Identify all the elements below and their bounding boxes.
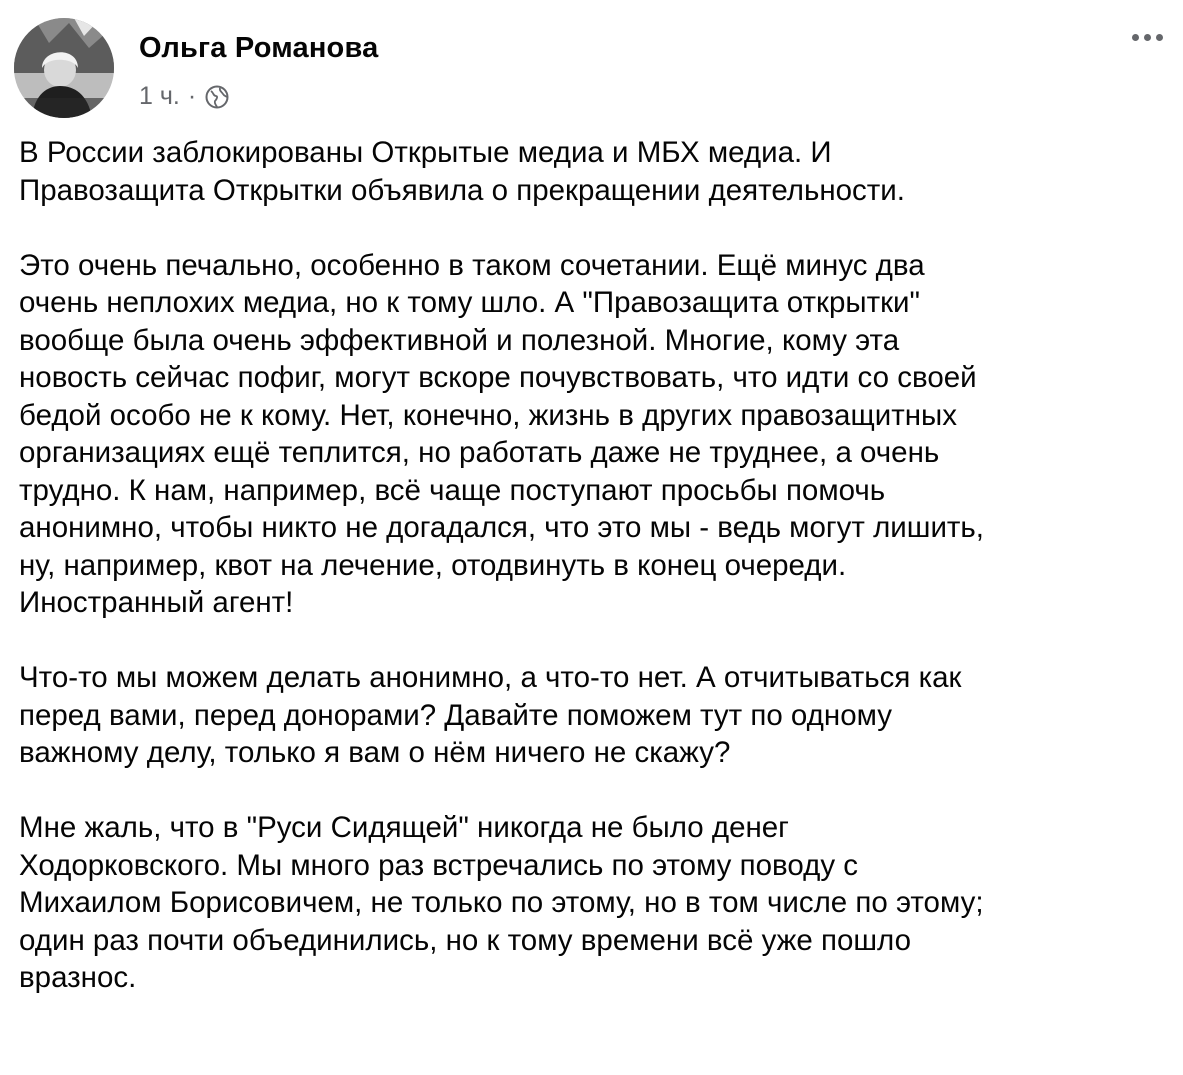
post-timestamp[interactable]: 1 ч. [139,82,180,110]
post-body [19,134,1169,997]
post-paragraph: В России заблокированы Открытые медиа и МБХ медиа. И Правозащита Открытки объявила о прекращении деятельности. [19,136,905,207]
avatar[interactable] [14,18,114,118]
post-paragraph: Мне жаль, что в "Руси Сидящей" никогда не было денег Ходорковского. Мы много раз встречались по этому поводу с Михаилом Борисовичем, не только по этому, но в том числе по этому; один раз почти объединились, но к тому времени всё уже пошло вразнос. [19,811,984,994]
meta-separator: · [187,82,197,110]
author-name[interactable]: Ольга Романова [139,32,379,64]
more-options-icon[interactable] [1125,22,1169,52]
post-paragraph: Что-то мы можем делать анонимно, а что-то нет. А отчитываться как перед вами, перед донорами? Давайте поможем тут по одному важному делу, только я вам о нём ничего не скажу? [19,661,962,769]
post-paragraph: Это очень печально, особенно в таком сочетании. Ещё минус два очень неплохих медиа, но к тому шло. А "Правозащита открытки" вообще была очень эффективной и полезной. Многие, кому эта новость сейчас пофиг, могут вскоре почувствовать, что идти со своей бедой особо не к кому. Нет, конечно, жизнь в других правозащитных организациях ещё теплится, но работать даже не труднее, а очень трудно. К нам, например, всё чаще поступают просьбы помочь анонимно, чтобы никто не догадался, что это мы - ведь могут лишить, ну, например, квот на лечение, отодвинуть в конец очереди. Иностранный агент! [19,248,985,619]
post-header [14,18,1169,118]
post-meta [139,82,230,111]
avatar-photo [14,18,114,118]
globe-icon [204,84,230,110]
